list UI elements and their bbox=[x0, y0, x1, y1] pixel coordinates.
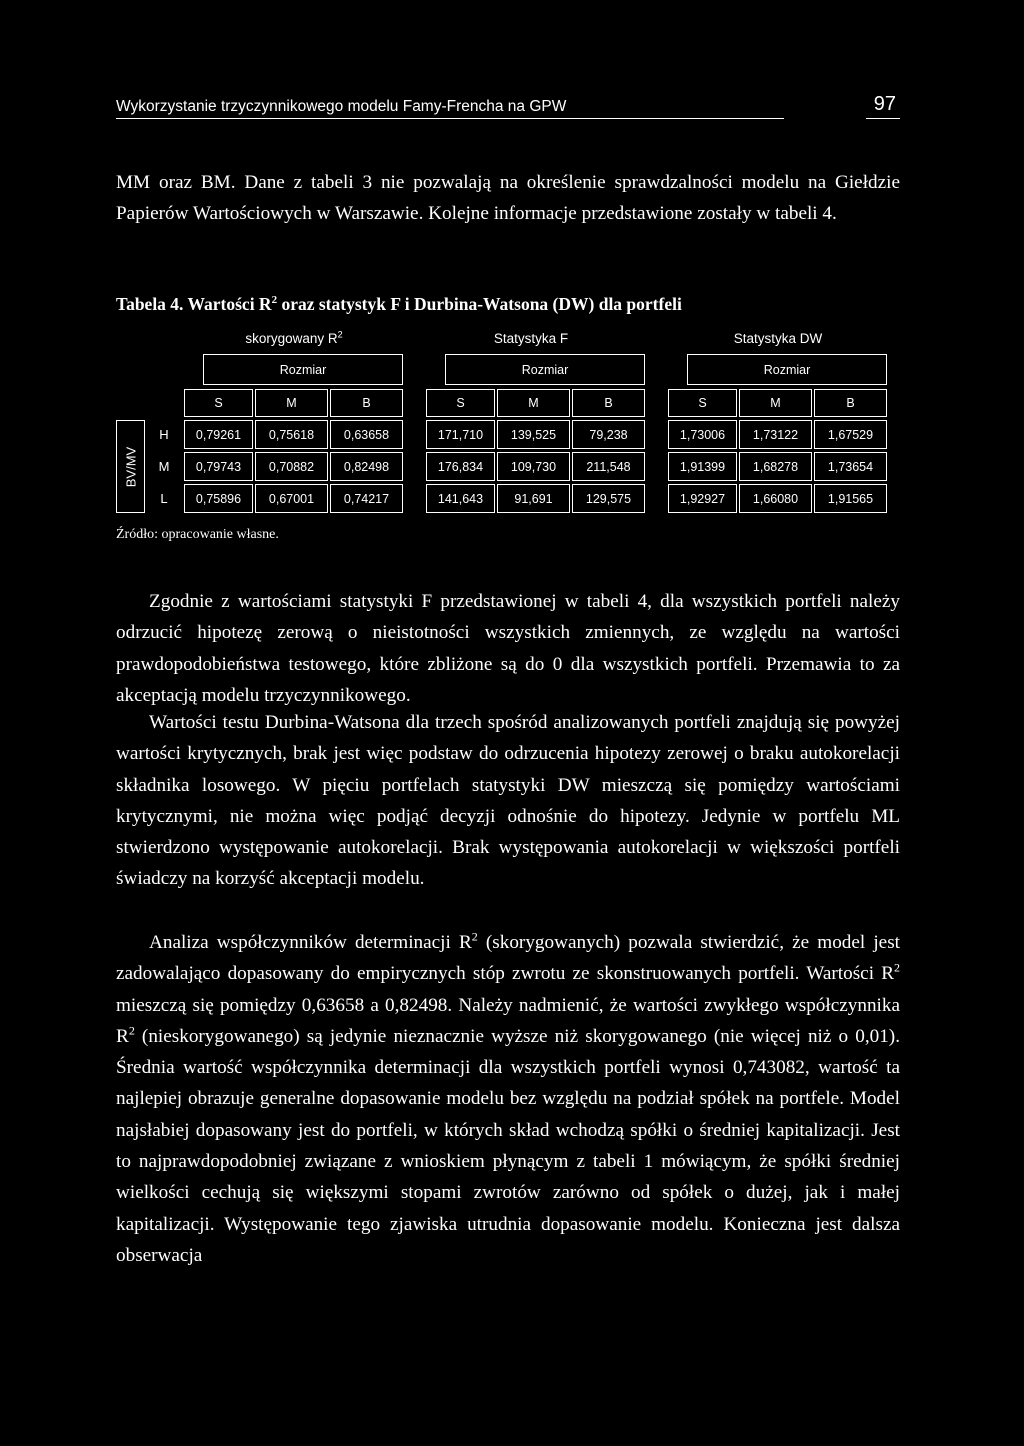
table-cell: 0,67001 bbox=[255, 484, 328, 513]
table-cell: 1,67529 bbox=[814, 420, 887, 449]
row-label-m: M bbox=[158, 458, 170, 474]
table-cell: 1,73006 bbox=[668, 420, 737, 449]
paragraph-4-part: mieszczą się pomiędzy 0,63658 a 0,82498. Należy nadmienić, że wartości zwykłego współczynnika R bbox=[116, 994, 900, 1047]
size-header: Rozmiar bbox=[687, 354, 887, 385]
group-title-text: Statystyka DW bbox=[733, 331, 823, 346]
table-cell: 139,525 bbox=[497, 420, 570, 449]
caption-text-b: oraz statystyk F i Durbina-Watsona (DW) dla portfeli bbox=[277, 294, 682, 314]
size-col-header: B bbox=[572, 389, 645, 417]
superscript: 2 bbox=[128, 1023, 135, 1038]
table-cell: 1,66080 bbox=[739, 484, 812, 513]
table-cell: 176,834 bbox=[426, 452, 495, 481]
page-number: 97 bbox=[873, 93, 896, 115]
size-col-header: M bbox=[255, 389, 328, 417]
table-cell: 0,75896 bbox=[184, 484, 253, 513]
table-cell: 1,91399 bbox=[668, 452, 737, 481]
paragraph-3: Wartości testu Durbina-Watsona dla trzech spośród analizowanych portfeli znajdują się powyżej wartości krytycznych, brak jest więc podstaw do odrzucenia hipotezy zerowej o braku autokorelacji składnika losowego. W pięciu portfelach statystyki DW mieszczą się pomiędzy wartościami krytycznymi, nie można więc podjąć decyzji odnośnie do hipotezy. Jedynie w portfelu ML stwierdzono występowanie autokorelacji. Brak występowania autokorelacji w większości portfeli świadczy na korzyść akceptacji modelu. bbox=[116, 712, 900, 890]
table-cell: 1,91565 bbox=[814, 484, 887, 513]
table-cell: 0,70882 bbox=[255, 452, 328, 481]
table-cell: 141,643 bbox=[426, 484, 495, 513]
table-cell: 0,74217 bbox=[330, 484, 403, 513]
caption-text-a: Tabela 4. Wartości R bbox=[116, 294, 272, 314]
table-cell: 1,68278 bbox=[739, 452, 812, 481]
running-title: Wykorzystanie trzyczynnikowego modelu Famy-Frencha na GPW bbox=[116, 98, 567, 115]
table-cell: 1,92927 bbox=[668, 484, 737, 513]
group-title-sup: 2 bbox=[337, 329, 343, 340]
size-col-header: M bbox=[739, 389, 812, 417]
header-rule-page bbox=[866, 118, 900, 119]
superscript: 2 bbox=[894, 960, 900, 975]
paragraph-4-part: (skorygowanych) pozwala stwierdzić, że model jest zadowalająco dopasowany do empirycznych stóp zwrotu ze skonstruowanych portfeli. Wartości R bbox=[116, 932, 900, 985]
row-axis-box bbox=[116, 420, 145, 513]
size-header: Rozmiar bbox=[203, 354, 403, 385]
size-col-header: M bbox=[497, 389, 570, 417]
table-cell: 129,575 bbox=[572, 484, 645, 513]
superscript: 2 bbox=[471, 929, 478, 944]
caption-superscript: 2 bbox=[271, 294, 278, 307]
paragraph-4-part: Analiza współczynników determinacji R bbox=[149, 932, 472, 953]
table-source: Źródło: opracowanie własne. bbox=[116, 527, 279, 542]
size-col-header: B bbox=[814, 389, 887, 417]
paragraph-4-part: (nieskorygowanego) są jedynie nieznacznie wyższe niż skorygowanego (nie więcej niż o 0,01). Średnia wartość współczynnika determinacji dla wszystkich portfeli wynosi 0,743082, wartość ta najlepiej obrazuje generalne dopasowanie modelu bez względu na podział spółek na portfele. Model najsłabiej dopasowany jest do portfeli, w których skład wchodzą spółki o średniej kapitalizacji. Jest to najprawdopodobniej związane z wnioskiem płynącym z tabeli 1 mówiącym, że spółki średniej wielkości cechują się większymi stopami zwrotów zarówno od spółek o dużej, jak i małej kapitalizacji. Występowanie tego zjawiska utrudnia dopasowanie modelu. Konieczna jest dalsza obserwacja bbox=[116, 1025, 900, 1266]
paragraph-2: Zgodnie z wartościami statystyki F przedstawionej w tabeli 4, dla wszystkich portfeli należy odrzucić hipotezę zerową o nieistotności wszystkich zmiennych, ze względu na wartości prawdopodobieństwa testowego, które zbliżone są do 0 dla wszystkich portfeli. Przemawia to za akceptacją modelu trzyczynnikowego. bbox=[116, 591, 900, 706]
group-title-text: skorygowany R bbox=[245, 331, 338, 346]
size-col-header: B bbox=[330, 389, 403, 417]
table-caption bbox=[116, 294, 900, 315]
row-label-h: H bbox=[159, 426, 169, 442]
size-header: Rozmiar bbox=[445, 354, 645, 385]
table-cell: 0,63658 bbox=[330, 420, 403, 449]
table-cell: 0,79743 bbox=[184, 452, 253, 481]
table-cell: 1,73122 bbox=[739, 420, 812, 449]
size-col-header: S bbox=[668, 389, 737, 417]
table-cell: 79,238 bbox=[572, 420, 645, 449]
row-label-l: L bbox=[160, 490, 168, 506]
table-cell: 109,730 bbox=[497, 452, 570, 481]
table-cell: 0,75618 bbox=[255, 420, 328, 449]
header-rule bbox=[116, 118, 784, 119]
table-cell: 171,710 bbox=[426, 420, 495, 449]
running-header bbox=[116, 93, 900, 122]
row-axis-label: BV/MV bbox=[123, 446, 138, 487]
table-cell: 1,73654 bbox=[814, 452, 887, 481]
group-title-f bbox=[426, 331, 636, 351]
size-col-header: S bbox=[184, 389, 253, 417]
group-title-text: Statystyka F bbox=[493, 331, 569, 346]
group-title-dw bbox=[668, 331, 888, 351]
table-cell: 91,691 bbox=[497, 484, 570, 513]
table-cell: 211,548 bbox=[572, 452, 645, 481]
paragraph-4 bbox=[116, 927, 900, 1271]
table-cell: 0,79261 bbox=[184, 420, 253, 449]
group-title-r2 bbox=[184, 331, 404, 351]
paragraph-1: MM oraz BM. Dane z tabeli 3 nie pozwalają na określenie sprawdzalności modelu na Giełdzie Papierów Wartościowych w Warszawie. Kolejne informacje przedstawione zostały w tabeli 4. bbox=[116, 172, 900, 225]
size-col-header: S bbox=[426, 389, 495, 417]
table-cell: 0,82498 bbox=[330, 452, 403, 481]
